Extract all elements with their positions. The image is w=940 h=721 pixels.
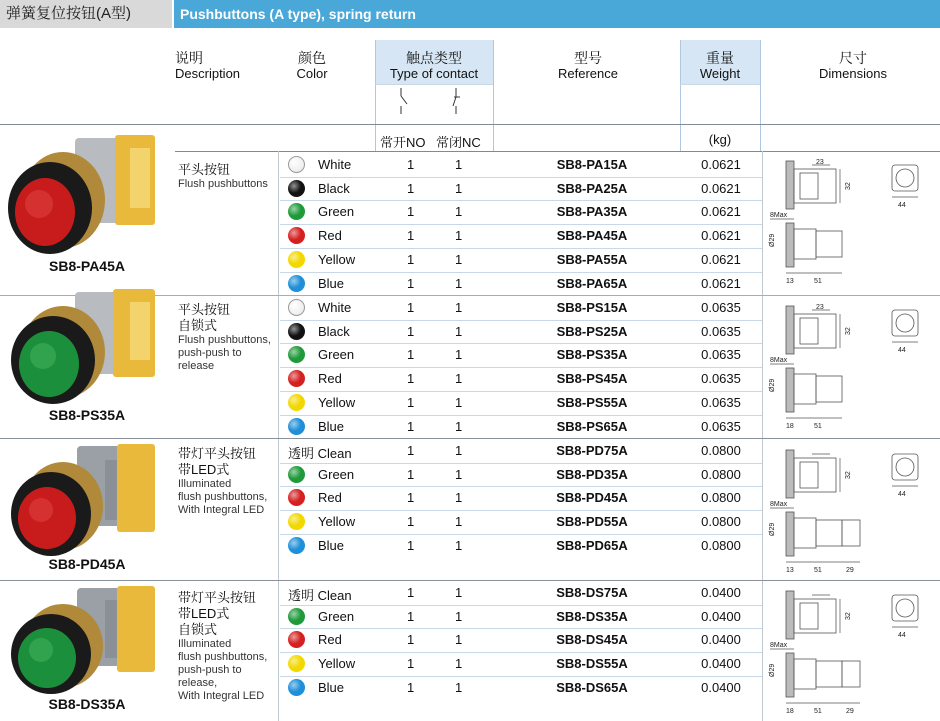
contact-nc: 1	[455, 204, 463, 220]
table-row	[280, 248, 762, 272]
contact-no: 1	[407, 371, 415, 387]
color-name: White	[318, 157, 352, 172]
subheader-rule	[175, 151, 940, 152]
weight: 0.0621	[701, 251, 741, 267]
table-row	[280, 153, 762, 177]
dimension-label: 32	[845, 471, 852, 479]
contact-nc: 1	[455, 466, 463, 482]
title-english: Pushbuttons (A type), spring return	[174, 0, 940, 28]
table-row	[280, 320, 762, 344]
green-color-swatch-icon	[288, 203, 305, 220]
table-row	[280, 534, 762, 558]
table-row	[280, 605, 762, 629]
reference: SB8-PA35A	[556, 204, 628, 220]
weight: 0.0800	[701, 514, 741, 530]
dimension-label: Ø29	[769, 378, 776, 392]
color-name: Red	[318, 228, 342, 244]
reference: SB8-PD75A	[556, 443, 628, 458]
contact-nc: 1	[455, 514, 463, 530]
table-row	[280, 224, 762, 248]
reference: SB8-PD55A	[556, 514, 628, 530]
weight: 0.0621	[701, 157, 741, 172]
color-name: Green	[318, 347, 355, 363]
white-color-swatch-icon	[288, 299, 305, 316]
blue-color-swatch-icon	[288, 679, 305, 696]
dimension-label: Ø29	[769, 233, 776, 247]
dimension-label: 13	[786, 567, 794, 574]
header-weight: 重量 Weight	[699, 50, 741, 81]
black-color-swatch-icon	[288, 323, 305, 340]
contact-no: 1	[407, 394, 415, 410]
contact-no: 1	[407, 418, 415, 434]
contact-nc: 1	[455, 537, 463, 553]
blue-color-swatch-icon	[288, 418, 305, 435]
green-color-swatch-icon	[288, 608, 305, 625]
reference: SB8-PS55A	[556, 394, 628, 410]
weight-col-right	[760, 40, 761, 151]
dimension-label: 18	[786, 423, 794, 430]
contact-nc: 1	[455, 300, 463, 315]
color-name: Red	[318, 490, 342, 506]
dimension-label: 32	[845, 327, 852, 335]
reference: SB8-PA25A	[556, 180, 628, 196]
contact-no: 1	[407, 632, 415, 648]
contact-no: 1	[407, 679, 415, 695]
weight: 0.0400	[701, 585, 741, 600]
yellow-color-swatch-icon	[288, 394, 305, 411]
dimension-label: 51	[814, 567, 822, 574]
normally-closed-contact-icon	[450, 88, 466, 114]
dimension-label: 13	[786, 278, 794, 285]
reference: SB8-PA15A	[556, 157, 628, 172]
contact-nc: 1	[455, 656, 463, 672]
table-row	[280, 486, 762, 510]
weight: 0.0621	[701, 180, 741, 196]
dimension-drawing	[764, 444, 940, 576]
reference: SB8-PS45A	[556, 371, 628, 387]
table-row	[280, 581, 762, 605]
weight: 0.0800	[701, 537, 741, 553]
color-name: Yellow	[318, 656, 356, 672]
yellow-color-swatch-icon	[288, 513, 305, 530]
table-row	[280, 652, 762, 676]
contact-nc: 1	[455, 490, 463, 506]
yellow-color-swatch-icon	[288, 251, 305, 268]
weight: 0.0621	[701, 228, 741, 244]
contact-no: 1	[407, 180, 415, 196]
reference: SB8-PA55A	[556, 251, 628, 267]
table-row	[280, 628, 762, 652]
color-name: Blue	[318, 537, 345, 553]
weight: 0.0800	[701, 490, 741, 506]
contact-nc: 1	[455, 251, 463, 267]
contact-no: 1	[407, 347, 415, 363]
header-color: 颜色 Color	[296, 50, 328, 81]
illuminated-pushbutton-green-image	[5, 582, 165, 694]
contact-no: 1	[407, 490, 415, 506]
weight: 0.0635	[701, 300, 741, 315]
color-name: Yellow	[318, 251, 356, 267]
table-row	[280, 177, 762, 201]
reference: SB8-DS75A	[556, 585, 628, 600]
color-name: Yellow	[318, 394, 356, 410]
description-group-2: 平头按钮 自锁式 Flush pushbuttons, push-push to release	[178, 302, 271, 372]
white-color-swatch-icon	[288, 156, 305, 173]
color-name: Green	[318, 608, 355, 624]
reference: SB8-PD45A	[556, 490, 628, 506]
dimension-label: 18	[786, 708, 794, 715]
reference: SB8-PA45A	[556, 228, 628, 244]
dimension-label: 44	[898, 202, 906, 209]
color-name: 透明 Clean	[288, 588, 352, 603]
reference: SB8-PD35A	[556, 466, 628, 482]
contact-no: 1	[407, 204, 415, 220]
table-row	[280, 296, 762, 320]
contact-nc: 1	[455, 157, 463, 172]
reference: SB8-PD65A	[556, 537, 628, 553]
contact-nc: 1	[455, 608, 463, 624]
description-group-1: 平头按钮 Flush pushbuttons	[178, 162, 268, 190]
weight: 0.0635	[701, 394, 741, 410]
color-name: Yellow	[318, 514, 356, 530]
contact-nc: 1	[455, 679, 463, 695]
contact-col-right	[493, 40, 494, 151]
product-name-4: SB8-DS35A	[48, 696, 126, 712]
contact-no: 1	[407, 157, 415, 172]
reference: SB8-DS55A	[556, 656, 628, 672]
green-color-swatch-icon	[288, 466, 305, 483]
table-row	[280, 272, 762, 296]
color-name: Red	[318, 371, 342, 387]
dimension-label: 23	[816, 159, 824, 166]
dimension-label: 29	[846, 708, 854, 715]
contact-no: 1	[407, 585, 415, 600]
color-name: Red	[318, 632, 342, 648]
title-chinese: 弹簧复位按钮(A型)	[0, 0, 172, 28]
weight-unit-label: (kg)	[708, 132, 732, 147]
description-group-3: 带灯平头按钮 带LED式 Illuminated flush pushbuttons, With Integral LED	[178, 446, 268, 516]
dimension-divider	[762, 151, 763, 721]
reference: SB8-PS25A	[556, 323, 628, 339]
color-name: Black	[318, 323, 350, 339]
dimension-drawing	[764, 155, 940, 287]
dimension-label: 44	[898, 491, 906, 498]
contact-no: 1	[407, 514, 415, 530]
dimension-label: 44	[898, 632, 906, 639]
dimension-label: 8Max	[770, 501, 788, 508]
weight: 0.0400	[701, 608, 741, 624]
contact-symbol-divider	[375, 84, 493, 85]
description-divider	[278, 151, 279, 721]
dimension-label: 51	[814, 278, 822, 285]
weight: 0.0621	[701, 275, 741, 291]
contact-nc: 1	[455, 323, 463, 339]
contact-nc: 1	[455, 394, 463, 410]
title-bar	[0, 0, 940, 28]
dimension-label: 32	[845, 182, 852, 190]
contact-nc: 1	[455, 228, 463, 244]
product-name-3: SB8-PD45A	[48, 556, 126, 572]
reference: SB8-DS35A	[556, 608, 628, 624]
red-color-swatch-icon	[288, 370, 305, 387]
header-reference: 型号 Reference	[558, 50, 618, 81]
dimension-label: 8Max	[770, 357, 788, 364]
pushbutton-red-image	[5, 130, 165, 258]
header-description: 说明 Description	[175, 50, 241, 81]
contact-no: 1	[407, 656, 415, 672]
reference: SB8-PS65A	[556, 418, 628, 434]
weight-unit-divider	[680, 84, 760, 85]
table-row	[280, 463, 762, 487]
pushbutton-green-image	[5, 284, 165, 409]
contact-no: 1	[407, 251, 415, 267]
contact-no: 1	[407, 466, 415, 482]
table-row	[280, 200, 762, 224]
dimension-label: Ø29	[769, 522, 776, 536]
red-color-swatch-icon	[288, 631, 305, 648]
contact-nc-label: 常闭NC	[436, 135, 481, 150]
header-dimensions: 尺寸 Dimensions	[819, 50, 887, 81]
illuminated-pushbutton-red-image	[5, 440, 165, 556]
table-row	[280, 415, 762, 439]
weight: 0.0635	[701, 347, 741, 363]
contact-no: 1	[407, 323, 415, 339]
weight: 0.0800	[701, 443, 741, 458]
dimension-label: 8Max	[770, 212, 788, 219]
dimension-drawing	[764, 300, 940, 432]
reference: SB8-DS45A	[556, 632, 628, 648]
normally-open-contact-icon	[395, 88, 411, 114]
weight: 0.0635	[701, 323, 741, 339]
contact-no: 1	[407, 608, 415, 624]
contact-no: 1	[407, 537, 415, 553]
blue-color-swatch-icon	[288, 537, 305, 554]
dimension-label: 8Max	[770, 642, 788, 649]
weight: 0.0800	[701, 466, 741, 482]
red-color-swatch-icon	[288, 227, 305, 244]
description-group-4: 带灯平头按钮 带LED式 自锁式 Illuminated flush pushbuttons, push-push to release, With Integral LED	[178, 590, 268, 702]
dimension-label: 44	[898, 347, 906, 354]
table-row	[280, 343, 762, 367]
weight: 0.0400	[701, 632, 741, 648]
table-row	[280, 391, 762, 415]
weight: 0.0635	[701, 418, 741, 434]
color-name: Black	[318, 180, 350, 196]
yellow-color-swatch-icon	[288, 655, 305, 672]
color-name: Green	[318, 204, 355, 220]
reference: SB8-PS15A	[556, 300, 628, 315]
color-name: White	[318, 300, 352, 315]
reference: SB8-PA65A	[556, 275, 628, 291]
dimension-label: Ø29	[769, 663, 776, 677]
table-row	[280, 676, 762, 700]
weight: 0.0400	[701, 656, 741, 672]
color-name: 透明 Clean	[288, 446, 352, 461]
contact-nc: 1	[455, 443, 463, 458]
contact-nc: 1	[455, 418, 463, 434]
contact-nc: 1	[455, 180, 463, 196]
dimension-label: 51	[814, 423, 822, 430]
weight: 0.0635	[701, 371, 741, 387]
color-name: Blue	[318, 275, 345, 291]
table-row	[280, 367, 762, 391]
reference: SB8-PS35A	[556, 347, 628, 363]
weight: 0.0621	[701, 204, 741, 220]
contact-no: 1	[407, 275, 415, 291]
dimension-label: 29	[846, 567, 854, 574]
blue-color-swatch-icon	[288, 275, 305, 292]
color-name: Blue	[318, 418, 345, 434]
red-color-swatch-icon	[288, 489, 305, 506]
product-name-1: SB8-PA45A	[49, 258, 125, 274]
contact-nc: 1	[455, 275, 463, 291]
table-row	[280, 439, 762, 463]
table-row	[280, 510, 762, 534]
contact-nc: 1	[455, 347, 463, 363]
header-rule	[0, 124, 940, 125]
contact-nc: 1	[455, 585, 463, 600]
product-name-2: SB8-PS35A	[48, 407, 126, 423]
contact-no: 1	[407, 443, 415, 458]
dimension-label: 23	[816, 304, 824, 311]
reference: SB8-DS65A	[556, 679, 628, 695]
dimension-label: 32	[845, 612, 852, 620]
green-color-swatch-icon	[288, 346, 305, 363]
contact-no: 1	[407, 300, 415, 315]
contact-no: 1	[407, 228, 415, 244]
contact-nc: 1	[455, 632, 463, 648]
color-name: Blue	[318, 679, 345, 695]
black-color-swatch-icon	[288, 180, 305, 197]
dimension-drawing	[764, 585, 940, 717]
header-contact-type: 触点类型 Type of contact	[389, 50, 479, 81]
contact-no-label: 常开NO	[380, 135, 426, 150]
dimension-label: 51	[814, 708, 822, 715]
weight: 0.0400	[701, 679, 741, 695]
contact-nc: 1	[455, 371, 463, 387]
color-name: Green	[318, 466, 355, 482]
